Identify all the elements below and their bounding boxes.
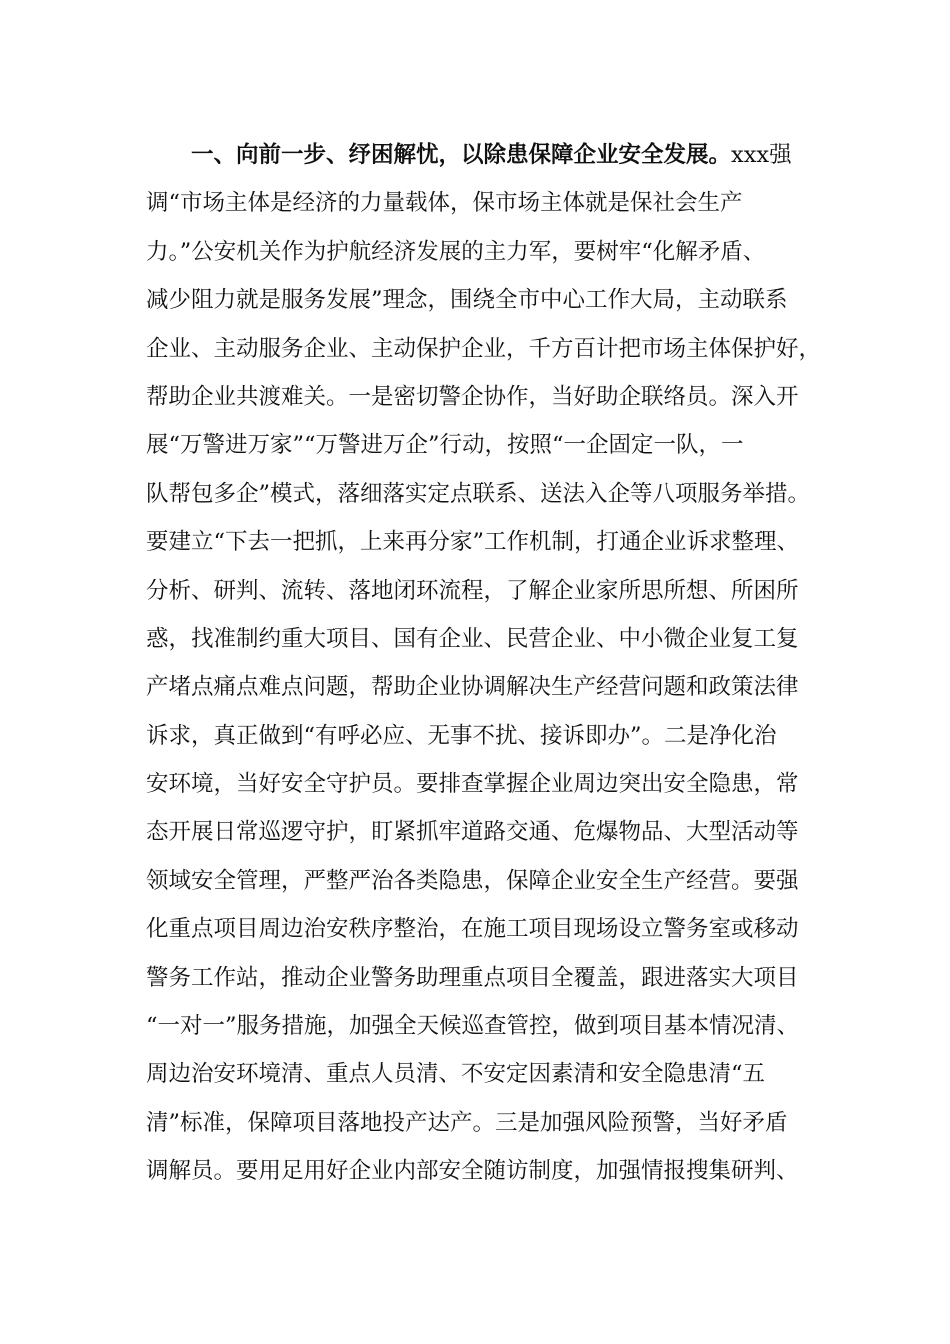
text-line: 诉求，真正做到“有呼必应、无事不扰、接诉即办”。二是净化治 <box>146 722 777 749</box>
text-line: 安环境，当好安全守护员。要排查掌握企业周边突出安全隐患，常 <box>146 771 799 798</box>
text-line: 企业、主动服务企业、主动保护企业，千方百计把市场主体保护好， <box>146 335 822 362</box>
text-line: 领域安全管理，严整严治各类隐患，保障企业安全生产经营。要强 <box>146 867 799 894</box>
text-line: 化重点项目周边治安秩序整治，在施工项目现场设立警务室或移动 <box>146 916 799 943</box>
text-line: “一对一”服务措施，加强全天候巡查管控，做到项目基本情况清、 <box>146 1013 800 1040</box>
text-line: 队帮包多企”模式，落细落实定点联系、送法入企等八项服务举措。 <box>146 480 811 507</box>
line-text: xxx强 <box>731 142 792 168</box>
body-paragraph <box>146 131 822 1196</box>
text-line: 警务工作站，推动企业警务助理重点项目全覆盖，跟进落实大项目 <box>146 964 799 991</box>
text-line: 惑，找准制约重大项目、国有企业、民营企业、中小微企业复工复 <box>146 625 799 652</box>
text-line: 要建立“下去一把抓，上来再分家”工作机制，打通企业诉求整理、 <box>146 529 800 556</box>
text-line: 分析、研判、流转、落地闭环流程，了解企业家所思所想、所困所 <box>146 577 799 604</box>
text-line: 减少阻力就是服务发展”理念，围绕全市中心工作大局，主动联系 <box>146 287 788 314</box>
text-line: 周边治安环境清、重点人员清、不安定因素清和安全隐患清“五 <box>146 1061 766 1088</box>
text-line: 力。”公安机关作为护航经济发展的主力军，要树牢“化解矛盾、 <box>146 238 766 265</box>
text-line: 产堵点痛点难点问题，帮助企业协调解决生产经营问题和政策法律 <box>146 674 799 701</box>
text-line <box>146 131 806 179</box>
text-line: 调解员。要用足用好企业内部安全随访制度，加强情报搜集研判、 <box>146 1158 799 1185</box>
text-line: 态开展日常巡逻守护，盯紧抓牢道路交通、危爆物品、大型活动等 <box>146 819 799 846</box>
text-line: 调“市场主体是经济的力量载体，保市场主体就是保社会生产 <box>146 190 743 217</box>
text-line: 清”标准，保障项目落地投产达产。三是加强风险预警，当好矛盾 <box>146 1109 788 1136</box>
text-line: 展“万警进万家”“万警进万企”行动，按照“一企固定一队，一 <box>146 432 744 459</box>
text-line: 帮助企业共渡难关。一是密切警企协作，当好助企联络员。深入开 <box>146 383 799 410</box>
section-heading: 一、向前一步、纾困解忧，以除患保障企业安全发展。 <box>191 142 732 168</box>
